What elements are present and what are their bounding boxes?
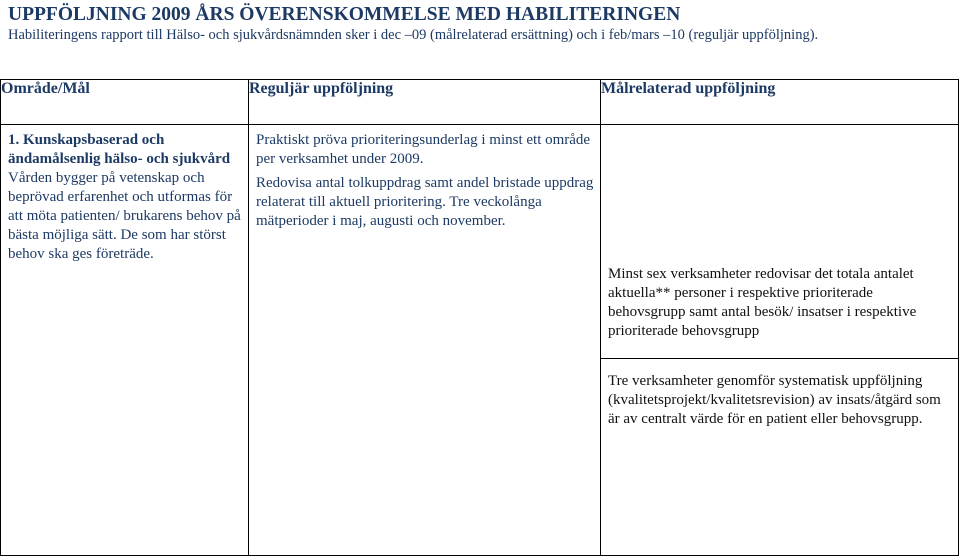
goal-cell <box>1 125 249 556</box>
regular-follow-up-cell <box>249 125 601 556</box>
goal-title: 1. Kunskapsbaserad och ändamålsenlig hälso- och sjukvård <box>8 132 231 167</box>
document-title: UPPFÖLJNING 2009 ÅRS ÖVERENSKOMMELSE MED HABILITERINGEN <box>8 4 681 25</box>
table-row <box>1 125 959 556</box>
column-header-target-follow-up: Målrelaterad uppföljning <box>601 80 959 125</box>
regular-item: Praktiskt pröva prioriteringsunderlag i minst ett område per verksamhet under 2009. <box>256 132 591 167</box>
target-item: Tre verksamheter genomför systematisk uppföljning (kvalitetsprojekt/kvalitetsrevision) av insats/åtgärd som är av centralt värde för en patient eller behovsgrupp. <box>608 373 941 427</box>
table-header-row <box>1 80 959 125</box>
regular-item: Redovisa antal tolkuppdrag samt andel bristade uppdrag relaterat till aktuell prioritering. Tre veckolånga mätperioder i maj, augusti och november. <box>256 175 594 229</box>
target-follow-up-cell <box>601 125 959 556</box>
document-header <box>8 4 956 44</box>
column-header-area-goal: Område/Mål <box>1 80 249 125</box>
document-subtitle: Habiliteringens rapport till Hälso- och sjukvårdsnämnden sker i dec –09 (målrelaterad ersättning) och i feb/mars –10 (reguljär uppföljning). <box>8 27 819 43</box>
follow-up-table <box>0 79 959 556</box>
goal-description: Vården bygger på vetenskap och beprövad erfarenhet och utformas för att möta patienten/ brukarens behov på bästa möjliga sätt. De som har störst behov ska ges företräde. <box>8 170 241 262</box>
target-item: Minst sex verksamheter redovisar det totala antalet aktuella** personer i respektive prioriterade behovsgrupp samt antal besök/ insatser i respektive prioriterade behovsgrupp <box>608 266 917 339</box>
cell-divider <box>601 358 958 359</box>
column-header-regular-follow-up: Reguljär uppföljning <box>249 80 601 125</box>
